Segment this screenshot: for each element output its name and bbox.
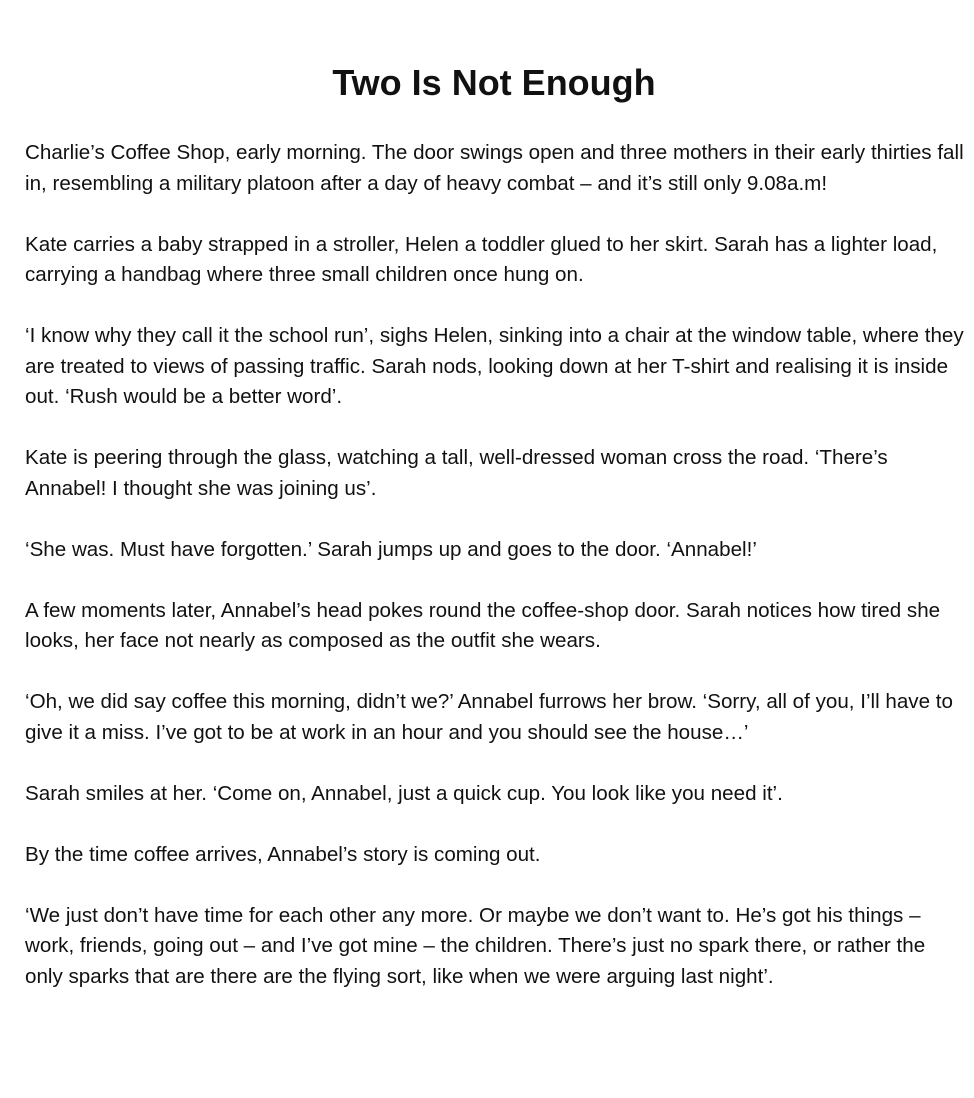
paragraph: A few moments later, Annabel’s head pokes round the coffee-shop door. Sarah notices how tired she looks, her face not nearly as composed as the outfit she wears. — [25, 598, 941, 652]
paragraph: ‘She was. Must have forgotten.’ Sarah jumps up and goes to the door. ‘Annabel!’ — [25, 537, 757, 561]
paragraph: ‘We just don’t have time for each other any more. Or maybe we don’t want to. He’s got his things – work, friends, going out – and I’ve got mine – the children. There’s just no spark there, or rather the only sparks that are there are the flying sort, like when we were arguing last night’. — [25, 903, 926, 988]
story-body — [25, 138, 964, 992]
paragraph: Charlie’s Coffee Shop, early morning. The door swings open and three mothers in their early thirties fall in, resembling a military platoon after a day of heavy combat – and it’s still only 9.08a.m! — [25, 141, 964, 195]
paragraph: ‘I know why they call it the school run’, sighs Helen, sinking into a chair at the window table, where they are treated to views of passing traffic. Sarah nods, looking down at her T-shirt and realising it is inside out. ‘Rush would be a better word’. — [25, 324, 964, 408]
document-title: Two Is Not Enough — [332, 62, 656, 103]
paragraph: Kate is peering through the glass, watching a tall, well-dressed woman cross the road. ‘There’s Annabel! I thought she was joining us’. — [25, 446, 888, 500]
paragraph: By the time coffee arrives, Annabel’s story is coming out. — [25, 842, 541, 866]
paragraph: Kate carries a baby strapped in a stroller, Helen a toddler glued to her skirt. Sarah has a lighter load, carrying a handbag where three small children once hung on. — [25, 232, 938, 286]
paragraph: Sarah smiles at her. ‘Come on, Annabel, just a quick cup. You look like you need it’. — [25, 781, 783, 805]
paragraph: ‘Oh, we did say coffee this morning, didn’t we?’ Annabel furrows her brow. ‘Sorry, all of you, I’ll have to give it a miss. I’ve got to be at work in an hour and you should see the house…’ — [25, 690, 953, 744]
